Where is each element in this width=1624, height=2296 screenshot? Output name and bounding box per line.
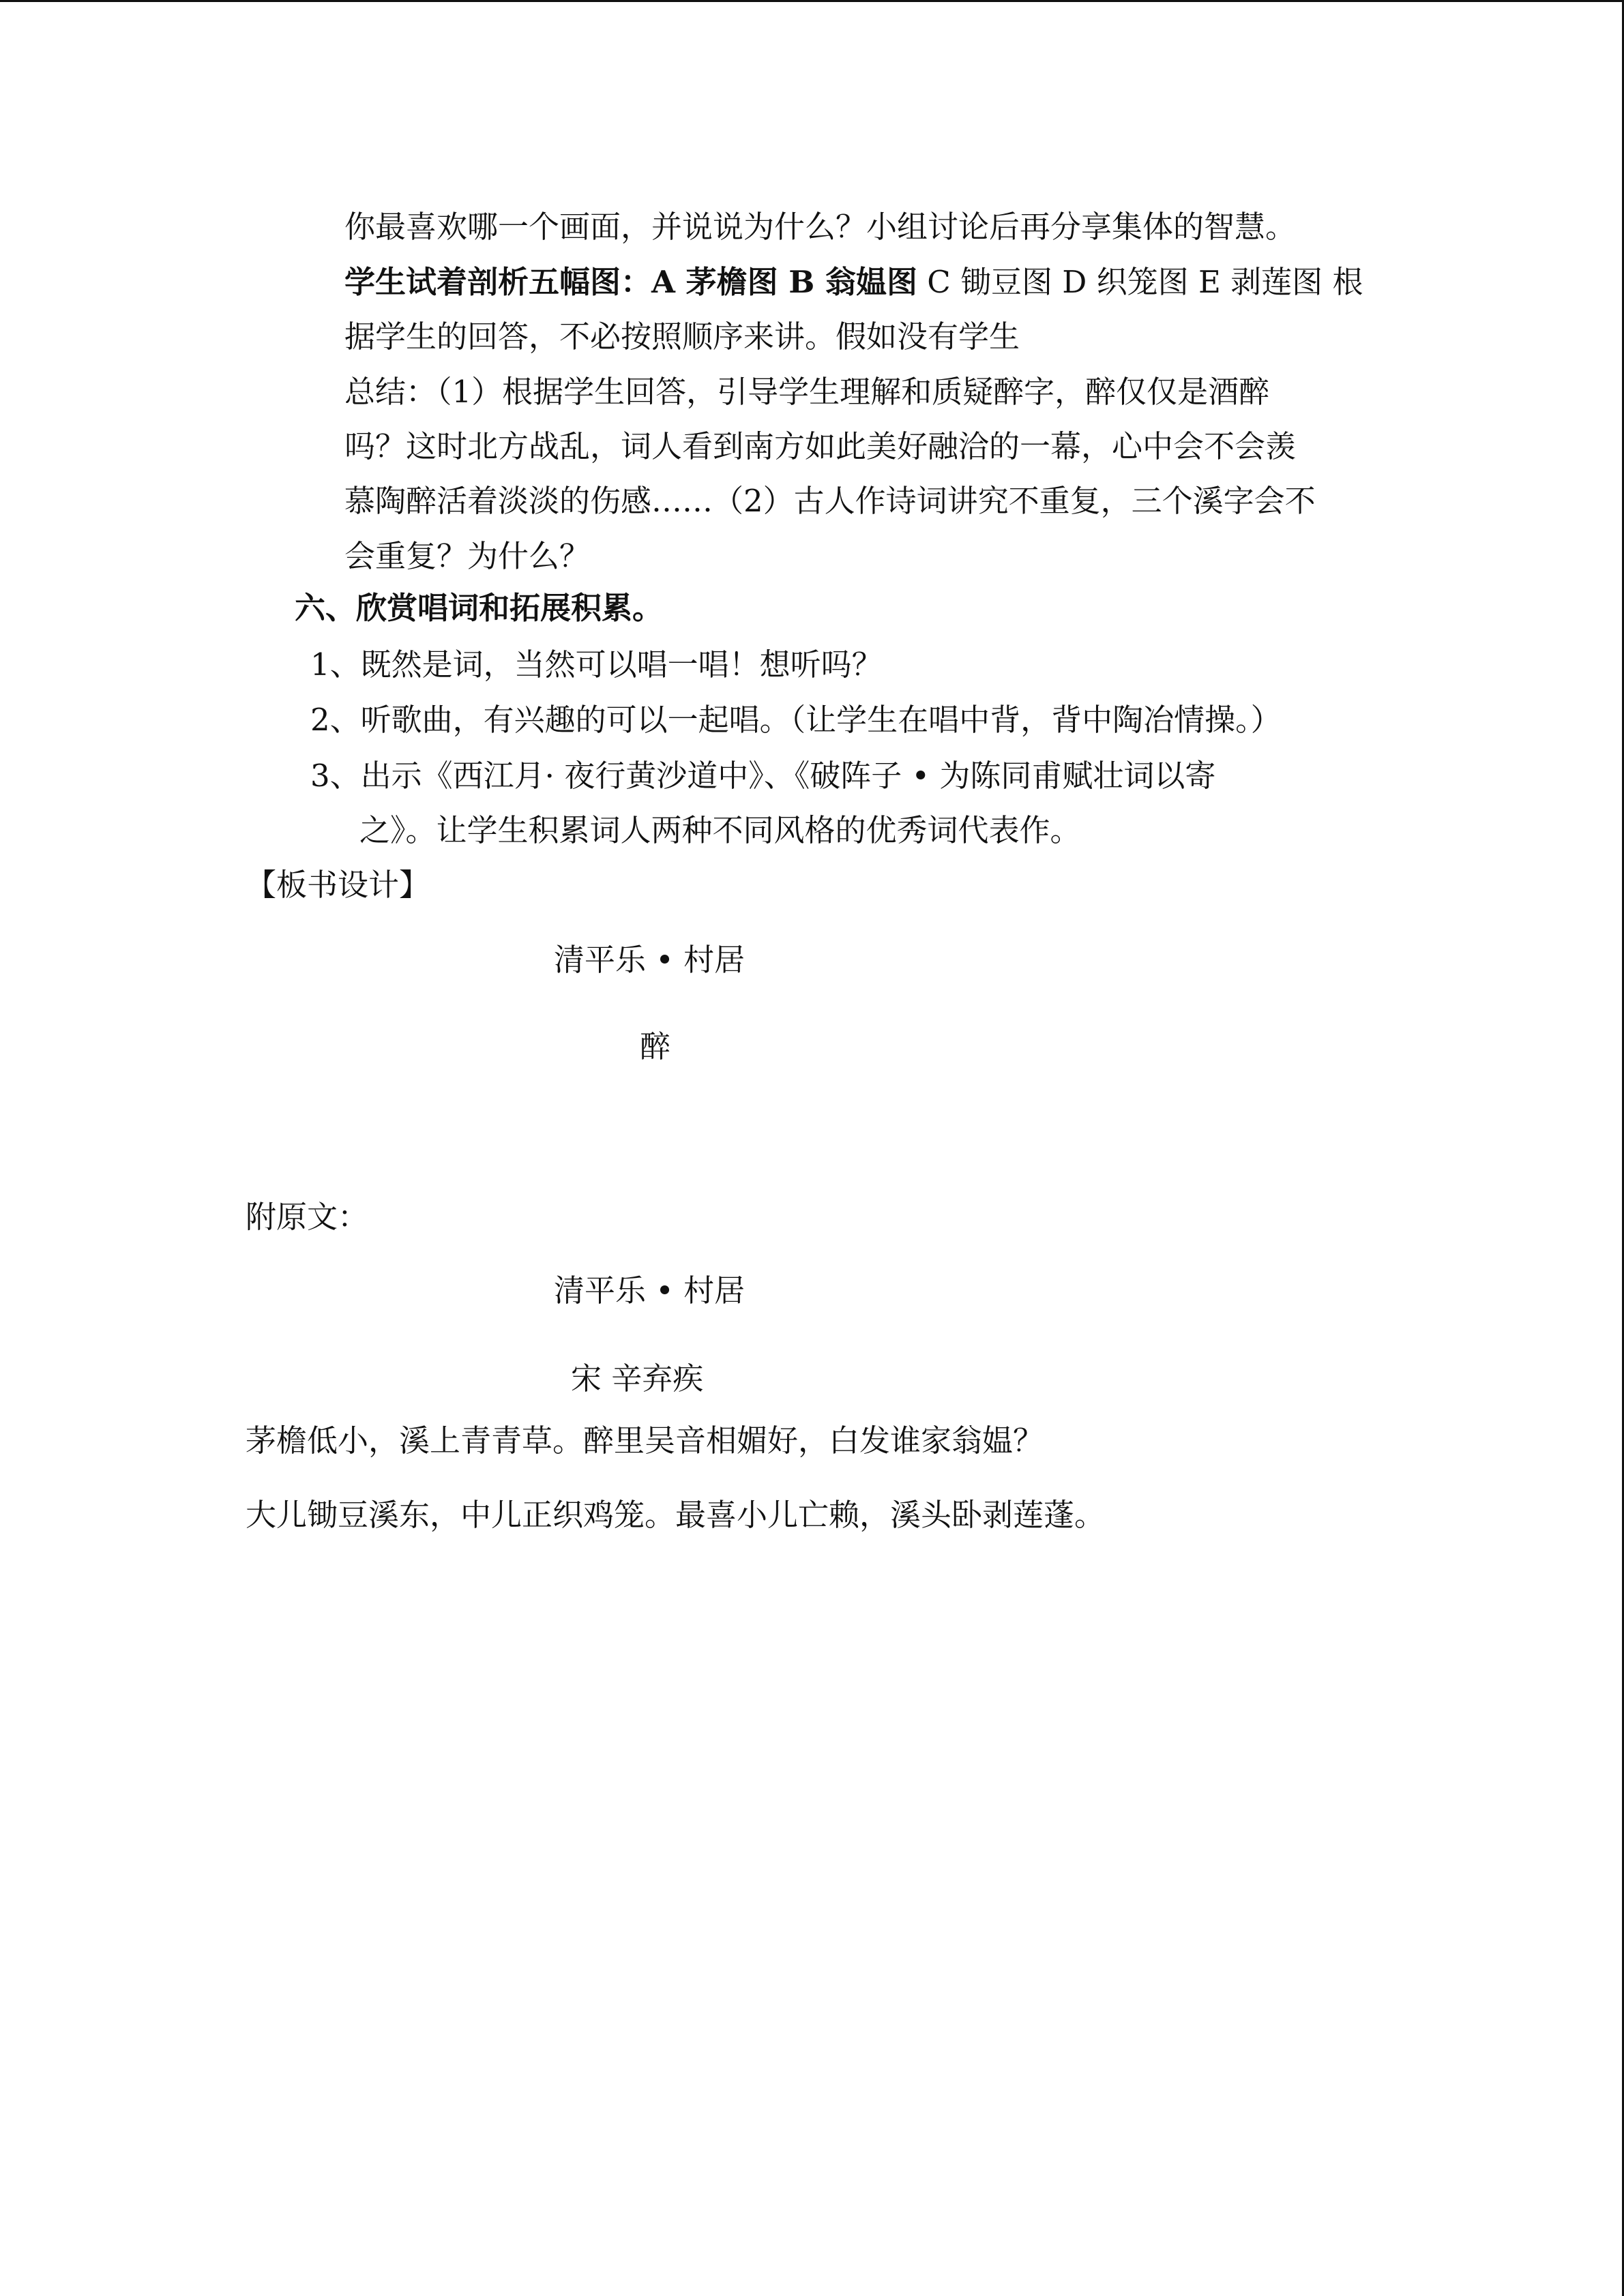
board-title: 清平乐 • 村居 — [554, 942, 745, 978]
paragraph-line-4: 总结：（1）根据学生回答，引导学生理解和质疑醉字，醉仅仅是酒醉 — [344, 374, 1270, 410]
list-item-2: 2、听歌曲，有兴趣的可以一起唱。（让学生在唱中背，背中陶冶情操。） — [310, 702, 1282, 738]
paragraph-line-3: 据学生的回答，不必按照顺序来讲。假如没有学生 — [344, 318, 1020, 355]
list-item-3: 3、出示《西江月· 夜行黄沙道中》、《破阵子 • 为陈同甫赋壮词以寄 — [310, 758, 1216, 794]
appendix-label: 附原文： — [246, 1199, 369, 1235]
paragraph-line-1: 你最喜欢哪一个画面，并说说为什么？小组讨论后再分享集体的智慧。 — [344, 209, 1297, 245]
paragraph-line-2 — [344, 262, 1363, 303]
list-item-1: 1、既然是词，当然可以唱一唱！想听吗？ — [310, 646, 883, 683]
page-top-border — [0, 0, 1624, 2]
poem-author: 宋 辛弃疾 — [571, 1360, 704, 1397]
analysis-rest-text: C 锄豆图 D 织笼图 E 剥莲图 根 — [917, 264, 1363, 300]
poem-title: 清平乐 • 村居 — [554, 1272, 745, 1309]
analysis-bold-text: 学生试着剖析五幅图：A 茅檐图 B 翁媪图 — [344, 264, 917, 300]
poem-line-1: 茅檐低小，溪上青青草。醉里吴音相媚好，白发谁家翁媪？ — [246, 1422, 1044, 1459]
paragraph-line-6: 慕陶醉活着淡淡的伤感……（2）古人作诗词讲究不重复，三个溪字会不 — [344, 483, 1316, 519]
list-item-3-continuation: 之》。让学生积累词人两种不同风格的优秀词代表作。 — [359, 812, 1081, 848]
board-design-heading: 【板书设计】 — [246, 867, 430, 903]
poem-line-2: 大儿锄豆溪东，中儿正织鸡笼。最喜小儿亡赖，溪头卧剥莲蓬。 — [246, 1497, 1106, 1533]
paragraph-line-5: 吗？这时北方战乱，词人看到南方如此美好融洽的一幕，心中会不会羡 — [344, 428, 1297, 464]
section-6-heading: 六、欣赏唱词和拓展积累。 — [295, 590, 664, 626]
paragraph-line-7: 会重复？为什么？ — [344, 538, 591, 574]
board-keyword: 醉 — [640, 1028, 671, 1064]
